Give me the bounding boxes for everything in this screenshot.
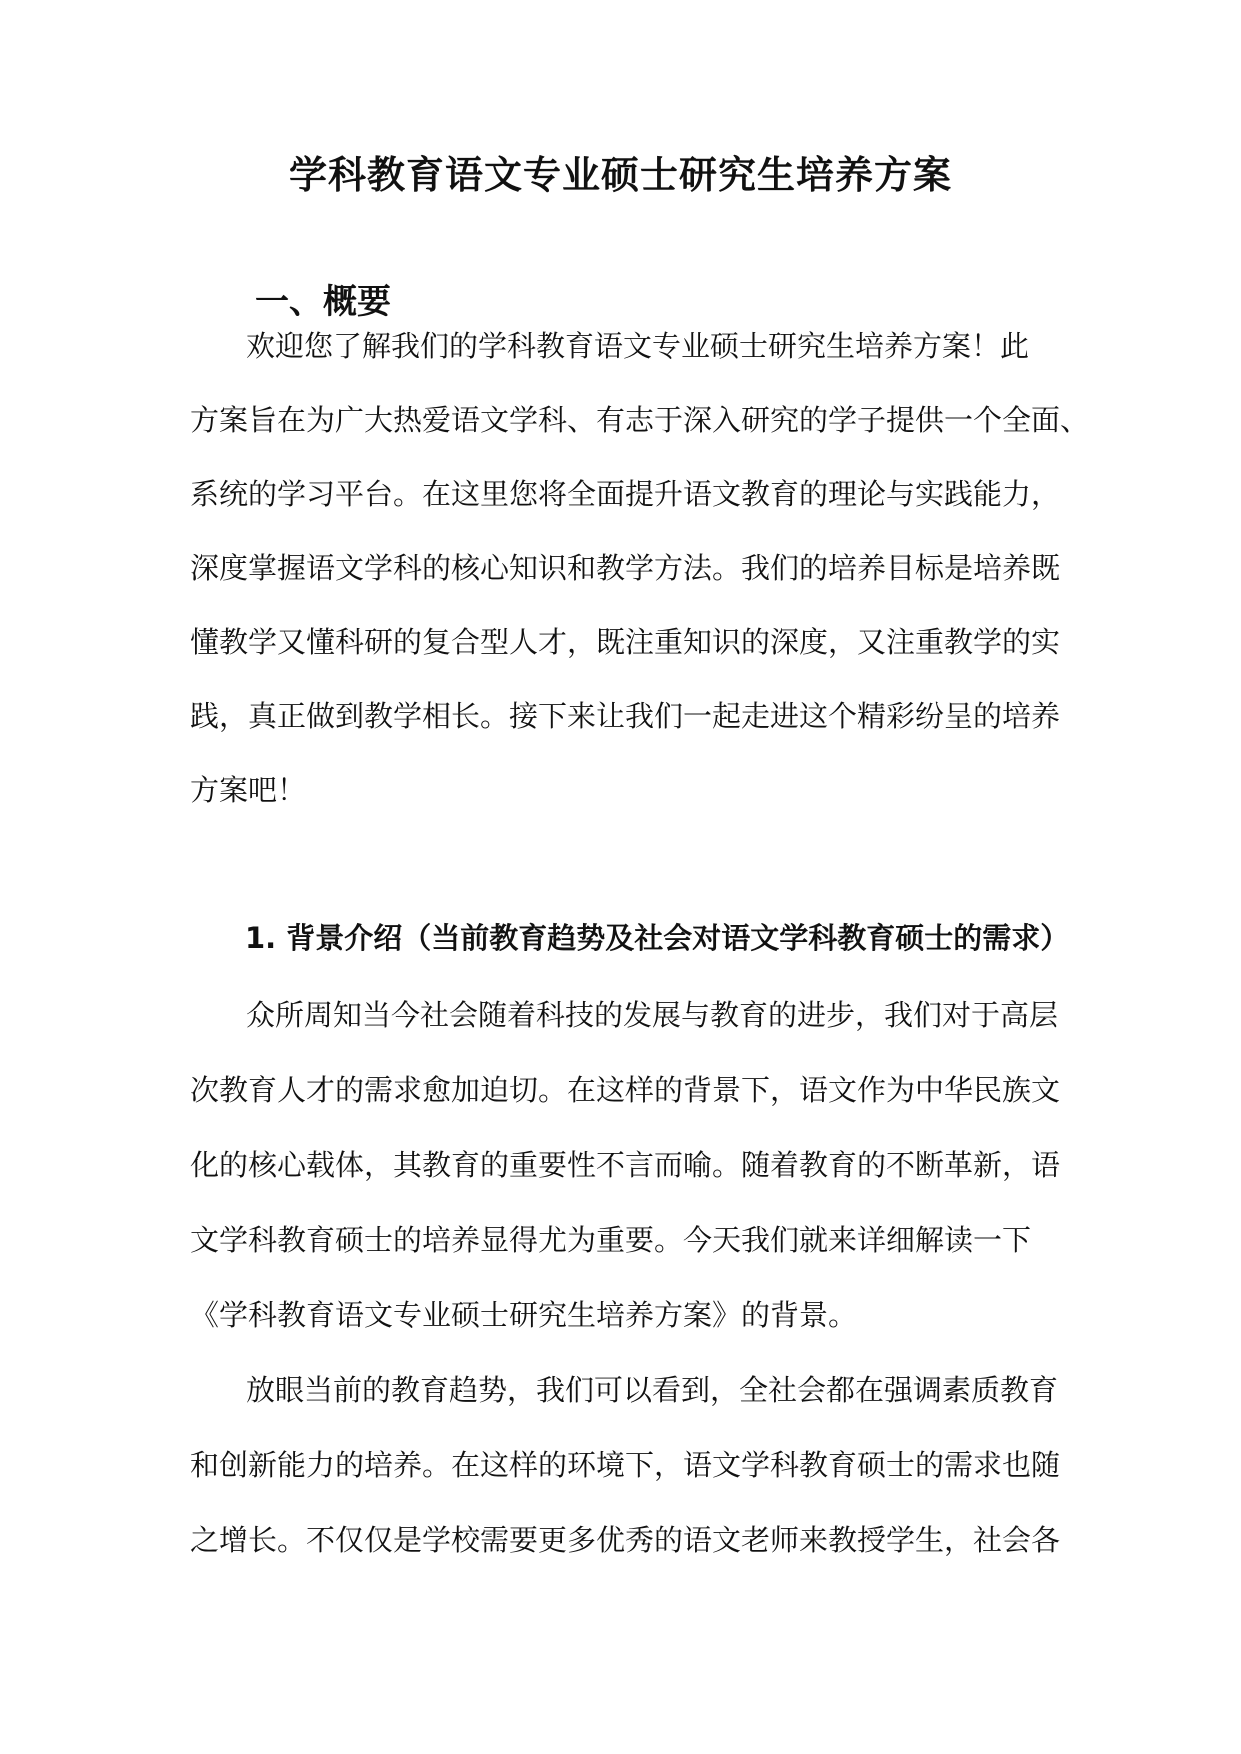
paragraph-line: 之增长。不仅仅是学校需要更多优秀的语文老师来教授学生，社会各	[190, 1523, 1061, 1557]
paragraph-line: 众所周知当今社会随着科技的发展与教育的进步，我们对于高层	[246, 998, 1059, 1032]
section-heading-overview: 一、概要	[255, 282, 391, 322]
paragraph-line: 方案旨在为广大热爱语文学科、有志于深入研究的学子提供一个全面、	[190, 403, 1090, 437]
paragraph-line: 践，真正做到教学相长。接下来让我们一起走进这个精彩纷呈的培养	[190, 699, 1061, 733]
paragraph-line: 和创新能力的培养。在这样的环境下，语文学科教育硕士的需求也随	[190, 1448, 1061, 1482]
subsection-heading-background: 1. 背景介绍（当前教育趋势及社会对语文学科教育硕士的需求）	[245, 921, 1070, 955]
paragraph-line: 方案吧！	[190, 773, 307, 807]
paragraph-line: 次教育人才的需求愈加迫切。在这样的背景下，语文作为中华民族文	[190, 1073, 1061, 1107]
paragraph-line: 文学科教育硕士的培养显得尤为重要。今天我们就来详细解读一下	[190, 1223, 1032, 1257]
paragraph-line: 化的核心载体，其教育的重要性不言而喻。随着教育的不断革新，语	[190, 1148, 1061, 1182]
paragraph-line: 系统的学习平台。在这里您将全面提升语文教育的理论与实践能力，	[190, 477, 1061, 511]
paragraph-line: 《学科教育语文专业硕士研究生培养方案》的背景。	[190, 1298, 858, 1332]
paragraph-line: 懂教学又懂科研的复合型人才，既注重知识的深度，又注重教学的实	[190, 625, 1061, 659]
paragraph-line: 欢迎您了解我们的学科教育语文专业硕士研究生培养方案！此	[246, 329, 1030, 363]
paragraph-line: 深度掌握语文学科的核心知识和教学方法。我们的培养目标是培养既	[190, 551, 1061, 585]
paragraph-line: 放眼当前的教育趋势，我们可以看到，全社会都在强调素质教育	[246, 1373, 1059, 1407]
document-title: 学科教育语文专业硕士研究生培养方案	[288, 153, 952, 197]
